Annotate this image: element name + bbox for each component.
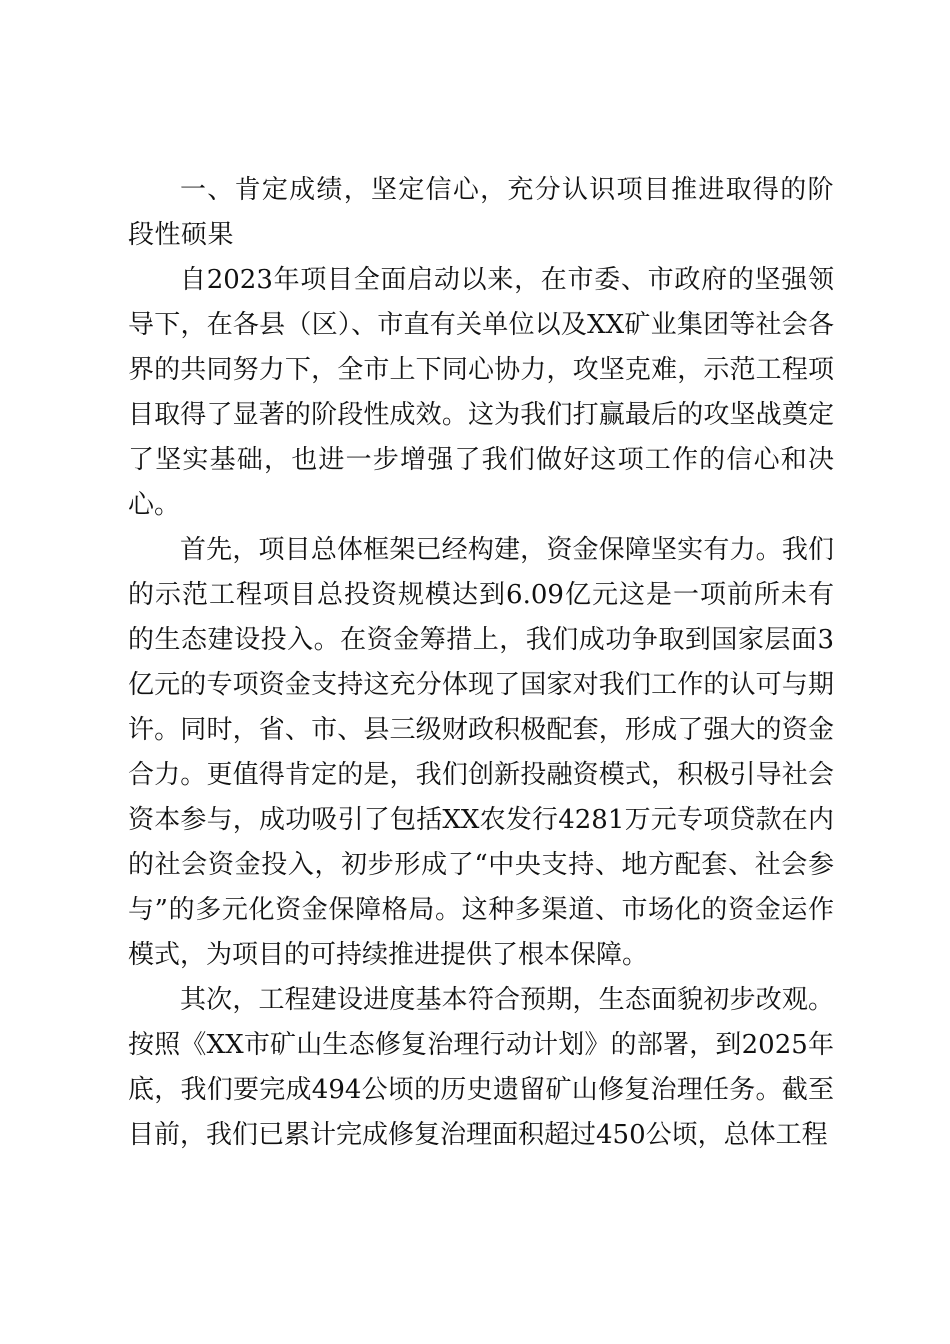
paragraph-intro: 自2023年项目全面启动以来，在市委、市政府的坚强领导下，在各县（区）、市直有关单位以及XX矿业集团等社会各界的共同努力下，全市上下同心协力，攻坚克难，示范工程项目取得了显著的阶段性成效。这为我们打赢最后的攻坚战奠定了坚实基础，也进一步增强了我们做好这项工作的信心和决心。 (128, 265, 834, 520)
section-heading: 一、肯定成绩，坚定信心，充分认识项目推进取得的阶段性硕果 (128, 175, 834, 250)
paragraph-progress: 其次，工程建设进度基本符合预期，生态面貌初步改观。按照《XX市矿山生态修复治理行动计划》的部署，到2025年底，我们要完成494公顷的历史遗留矿山修复治理任务。截至目前，我们已累计完成修复治理面积超过450公顷，总体工程 (128, 985, 834, 1150)
paragraph-funding: 首先，项目总体框架已经构建，资金保障坚实有力。我们的示范工程项目总投资规模达到6.09亿元这是一项前所未有的生态建设投入。在资金筹措上，我们成功争取到国家层面3亿元的专项资金支持这充分体现了国家对我们工作的认可与期许。同时，省、市、县三级财政积极配套，形成了强大的资金合力。更值得肯定的是，我们创新投融资模式，积极引导社会资本参与，成功吸引了包括XX农发行4281万元专项贷款在内的社会资金投入，初步形成了“中央支持、地方配套、社会参与”的多元化资金保障格局。这种多渠道、市场化的资金运作模式，为项目的可持续推进提供了根本保障。 (128, 535, 834, 970)
document-body (128, 168, 834, 1158)
